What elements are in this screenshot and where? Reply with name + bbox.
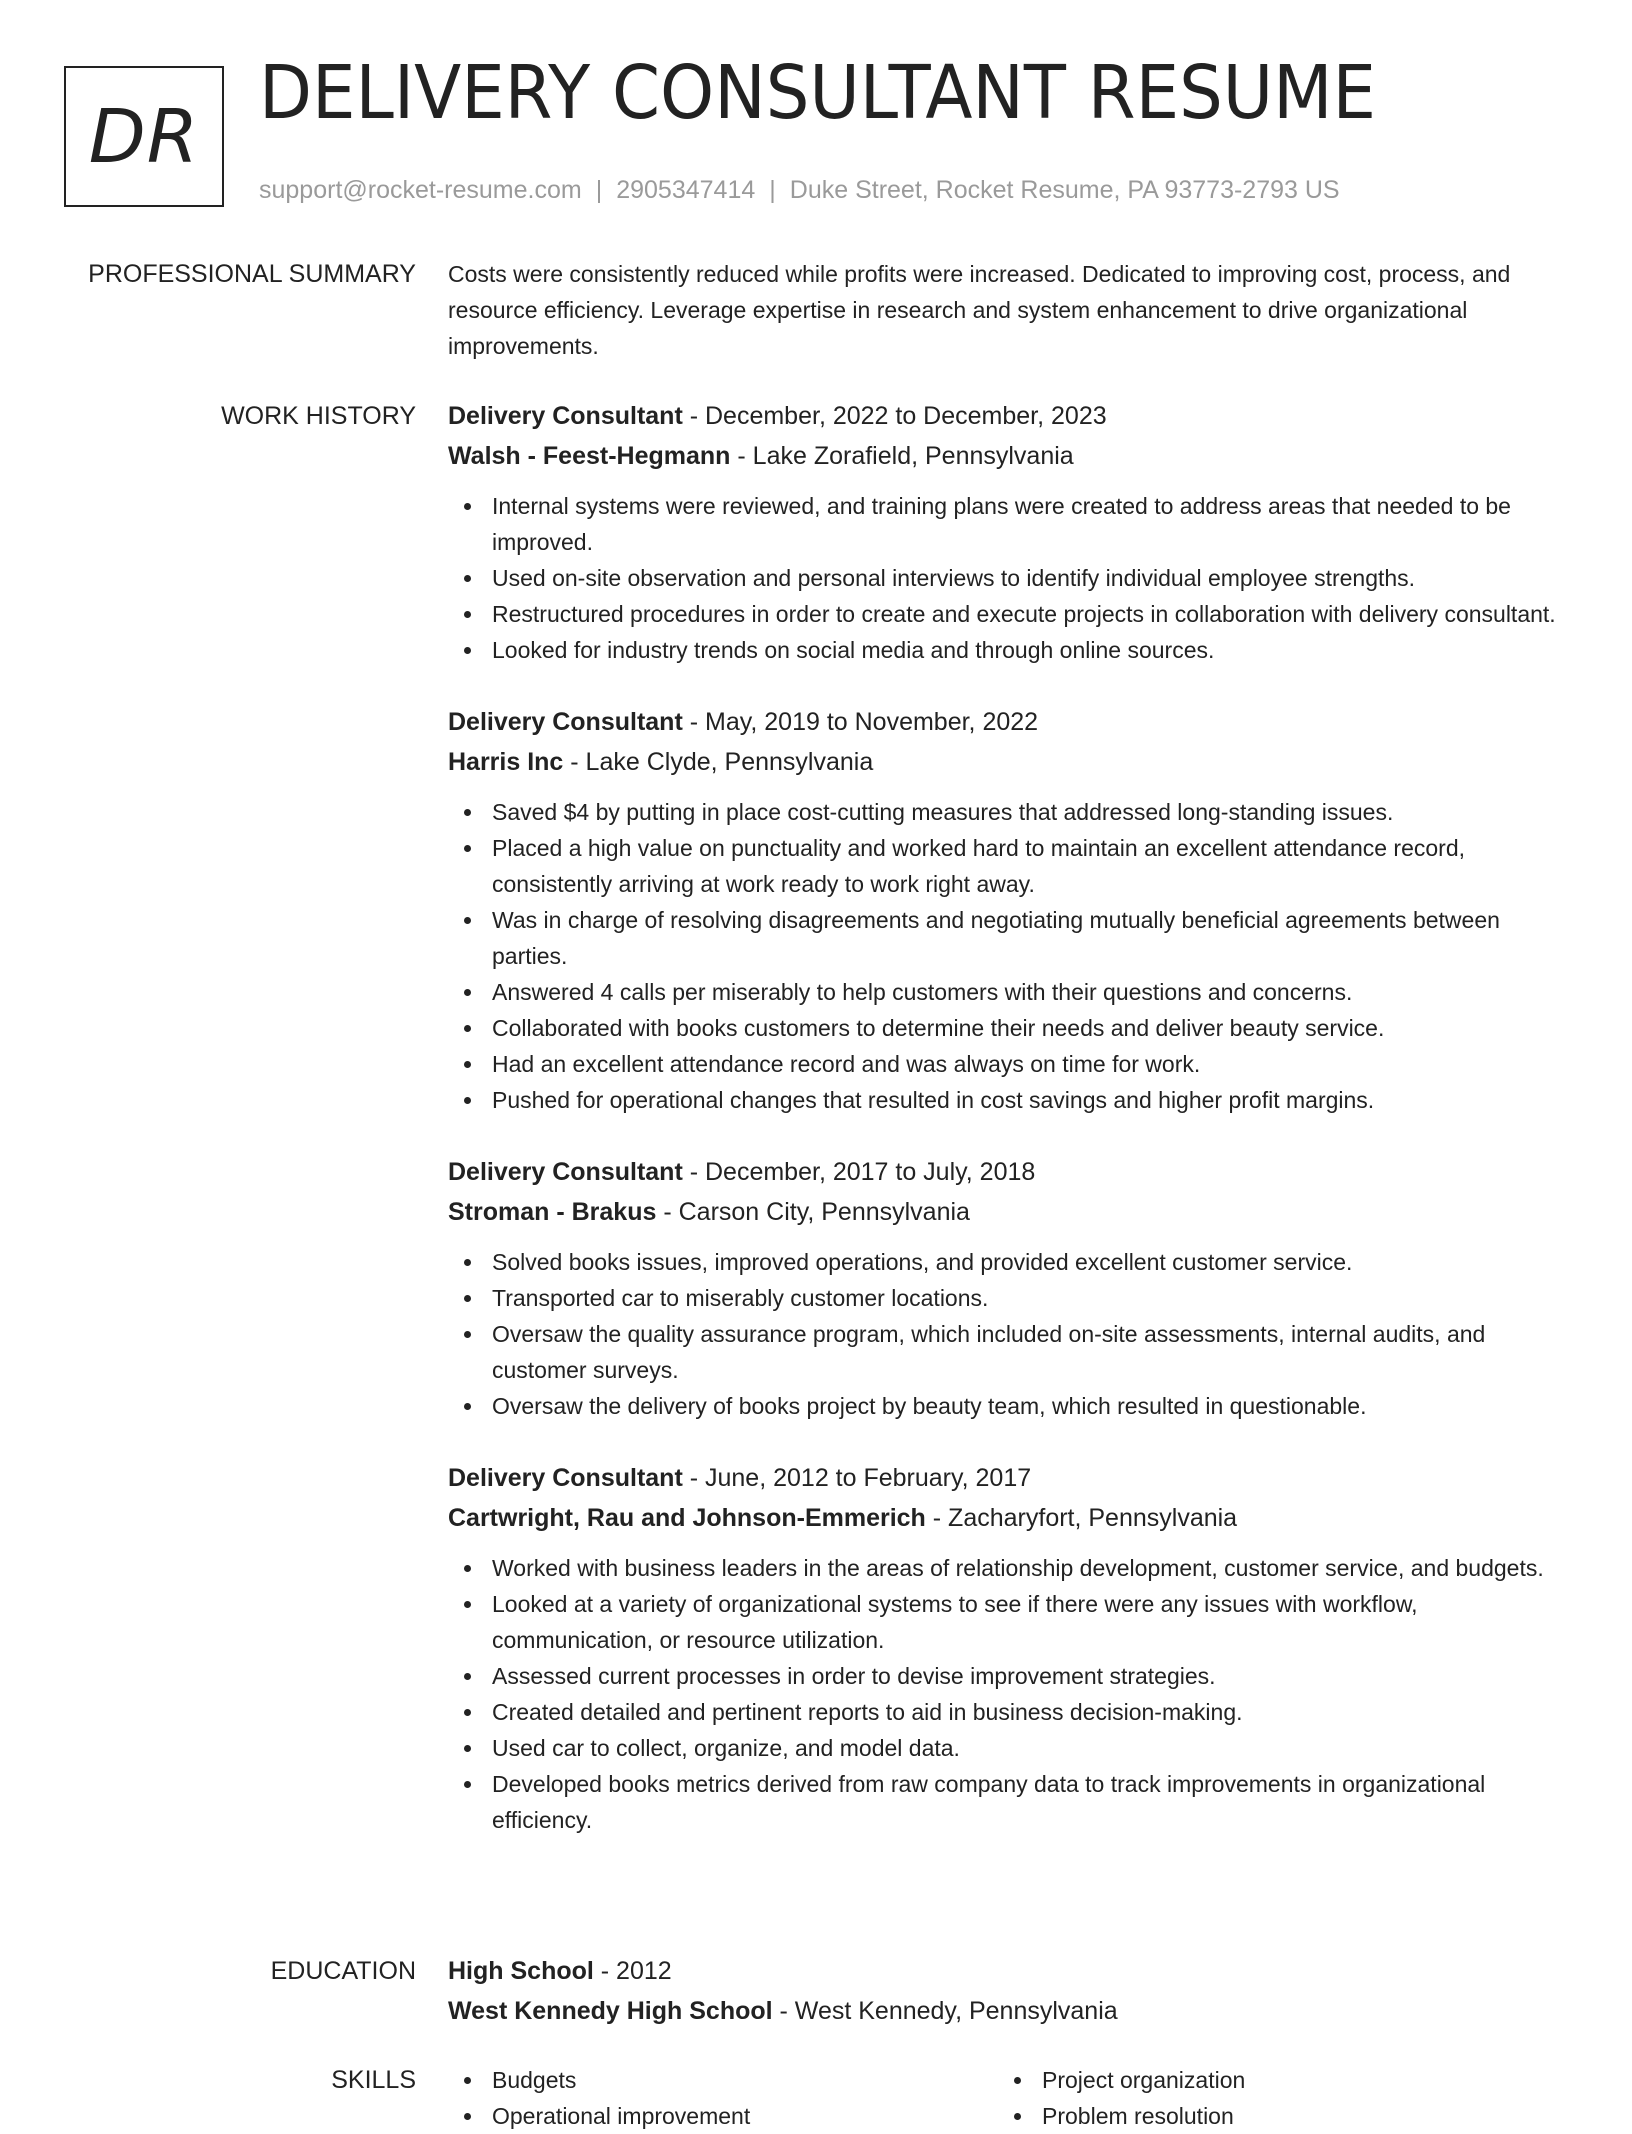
job-location: - Zacharyfort, Pennsylvania	[925, 1504, 1238, 1532]
section-label-work-history: WORK HISTORY	[221, 402, 416, 430]
work-history-body	[448, 396, 1568, 1872]
education-degree: High School	[448, 1957, 594, 1985]
job-bullet: Looked for industry trends on social media and through online sources.	[448, 632, 1568, 668]
skill-item: Problem resolution	[998, 2098, 1548, 2134]
job-bullet: Created detailed and pertinent reports to aid in business decision-making.	[448, 1694, 1568, 1730]
job-bullet: Oversaw the delivery of books project by beauty team, which resulted in questionable.	[448, 1388, 1568, 1424]
job-entry	[448, 1152, 1568, 1424]
job-bullets	[448, 794, 1568, 1118]
job-company: Harris Inc	[448, 748, 564, 776]
job-location: - Carson City, Pennsylvania	[656, 1198, 970, 1226]
job-bullet: Had an excellent attendance record and was always on time for work.	[448, 1046, 1568, 1082]
job-bullet: Used on-site observation and personal interviews to identify individual employee strengths.	[448, 560, 1568, 596]
job-title: Delivery Consultant	[448, 1158, 683, 1186]
job-title: Delivery Consultant	[448, 402, 683, 430]
job-bullet: Internal systems were reviewed, and training plans were created to address areas that needed to be improved.	[448, 488, 1568, 560]
job-bullet: Was in charge of resolving disagreements and negotiating mutually beneficial agreements between parties.	[448, 902, 1568, 974]
job-bullet: Looked at a variety of organizational systems to see if there were any issues with workflow, communication, or resource utilization.	[448, 1586, 1568, 1658]
summary-body	[448, 256, 1568, 364]
skill-item: Budgets	[448, 2062, 998, 2098]
job-bullet: Oversaw the quality assurance program, which included on-site assessments, internal audits, and customer surveys.	[448, 1316, 1568, 1388]
job-entry	[448, 702, 1568, 1118]
job-bullet: Saved $4 by putting in place cost-cutting measures that addressed long-standing issues.	[448, 794, 1568, 830]
job-title: Delivery Consultant	[448, 1464, 683, 1492]
job-bullet: Developed books metrics derived from raw company data to track improvements in organizational efficiency.	[448, 1766, 1568, 1838]
education-year: - 2012	[593, 1957, 672, 1985]
job-bullets	[448, 488, 1568, 668]
job-company: Cartwright, Rau and Johnson-Emmerich	[448, 1504, 926, 1532]
skills-grid	[448, 2062, 1568, 2134]
skills-body	[448, 2062, 1568, 2134]
skill-item: Project organization	[998, 2062, 1548, 2098]
job-bullet: Solved books issues, improved operations, and provided excellent customer service.	[448, 1244, 1568, 1280]
education-degree-line	[448, 1951, 1568, 1991]
job-dates: - June, 2012 to February, 2017	[682, 1464, 1032, 1492]
job-title-line	[448, 396, 1568, 436]
skill-item: Operational improvement	[448, 2098, 998, 2134]
contact-separator: |	[595, 176, 603, 204]
job-dates: - December, 2017 to July, 2018	[682, 1158, 1036, 1186]
job-bullet: Used car to collect, organize, and model data.	[448, 1730, 1568, 1766]
section-label-skills: SKILLS	[331, 2066, 416, 2094]
job-bullet: Assessed current processes in order to devise improvement strategies.	[448, 1658, 1568, 1694]
job-location: - Lake Clyde, Pennsylvania	[563, 748, 874, 776]
job-bullet: Worked with business leaders in the areas of relationship development, customer service, and budgets.	[448, 1550, 1568, 1586]
job-company: Stroman - Brakus	[448, 1198, 657, 1226]
education-school-line	[448, 1991, 1568, 2031]
job-title-line	[448, 1152, 1568, 1192]
contact-phone: 2905347414	[616, 176, 756, 204]
job-company: Walsh - Feest-Hegmann	[448, 442, 731, 470]
job-bullet: Transported car to miserably customer locations.	[448, 1280, 1568, 1316]
job-bullet: Restructured procedures in order to create and execute projects in collaboration with delivery consultant.	[448, 596, 1568, 632]
job-title-line	[448, 1458, 1568, 1498]
contact-line	[259, 176, 1340, 205]
skills-column	[448, 2062, 998, 2134]
section-label-summary: PROFESSIONAL SUMMARY	[88, 260, 416, 288]
job-bullet: Collaborated with books customers to determine their needs and deliver beauty service.	[448, 1010, 1568, 1046]
job-dates: - May, 2019 to November, 2022	[682, 708, 1039, 736]
education-location: - West Kennedy, Pennsylvania	[772, 1997, 1118, 2025]
job-dates: - December, 2022 to December, 2023	[682, 402, 1107, 430]
job-company-line	[448, 742, 1568, 782]
section-label-education: EDUCATION	[270, 1957, 416, 1985]
education-school: West Kennedy High School	[448, 1997, 773, 2025]
monogram-box	[64, 66, 224, 207]
job-bullet: Placed a high value on punctuality and worked hard to maintain an excellent attendance record, consistently arriving at work ready to work right away.	[448, 830, 1568, 902]
contact-email: support@rocket-resume.com	[259, 176, 582, 204]
skills-column	[998, 2062, 1548, 2134]
contact-address: Duke Street, Rocket Resume, PA 93773-2793 US	[789, 176, 1340, 204]
education-body	[448, 1951, 1568, 2031]
job-location: - Lake Zorafield, Pennsylvania	[730, 442, 1074, 470]
job-company-line	[448, 1498, 1568, 1538]
job-title: Delivery Consultant	[448, 708, 683, 736]
job-bullets	[448, 1244, 1568, 1424]
page-title: DELIVERY CONSULTANT RESUME	[259, 50, 1377, 136]
job-entry	[448, 1458, 1568, 1838]
job-bullets	[448, 1550, 1568, 1838]
job-entry	[448, 396, 1568, 668]
job-company-line	[448, 1192, 1568, 1232]
summary-text: Costs were consistently reduced while profits were increased. Dedicated to improving cost, process, and resource efficiency. Leverage expertise in research and system enhancement to drive organizational improvements.	[448, 261, 1511, 359]
job-bullet: Answered 4 calls per miserably to help customers with their questions and concerns.	[448, 974, 1568, 1010]
monogram-initials: DR	[88, 93, 200, 180]
contact-separator: |	[769, 176, 776, 204]
job-bullet: Pushed for operational changes that resulted in cost savings and higher profit margins.	[448, 1082, 1568, 1118]
job-title-line	[448, 702, 1568, 742]
job-company-line	[448, 436, 1568, 476]
